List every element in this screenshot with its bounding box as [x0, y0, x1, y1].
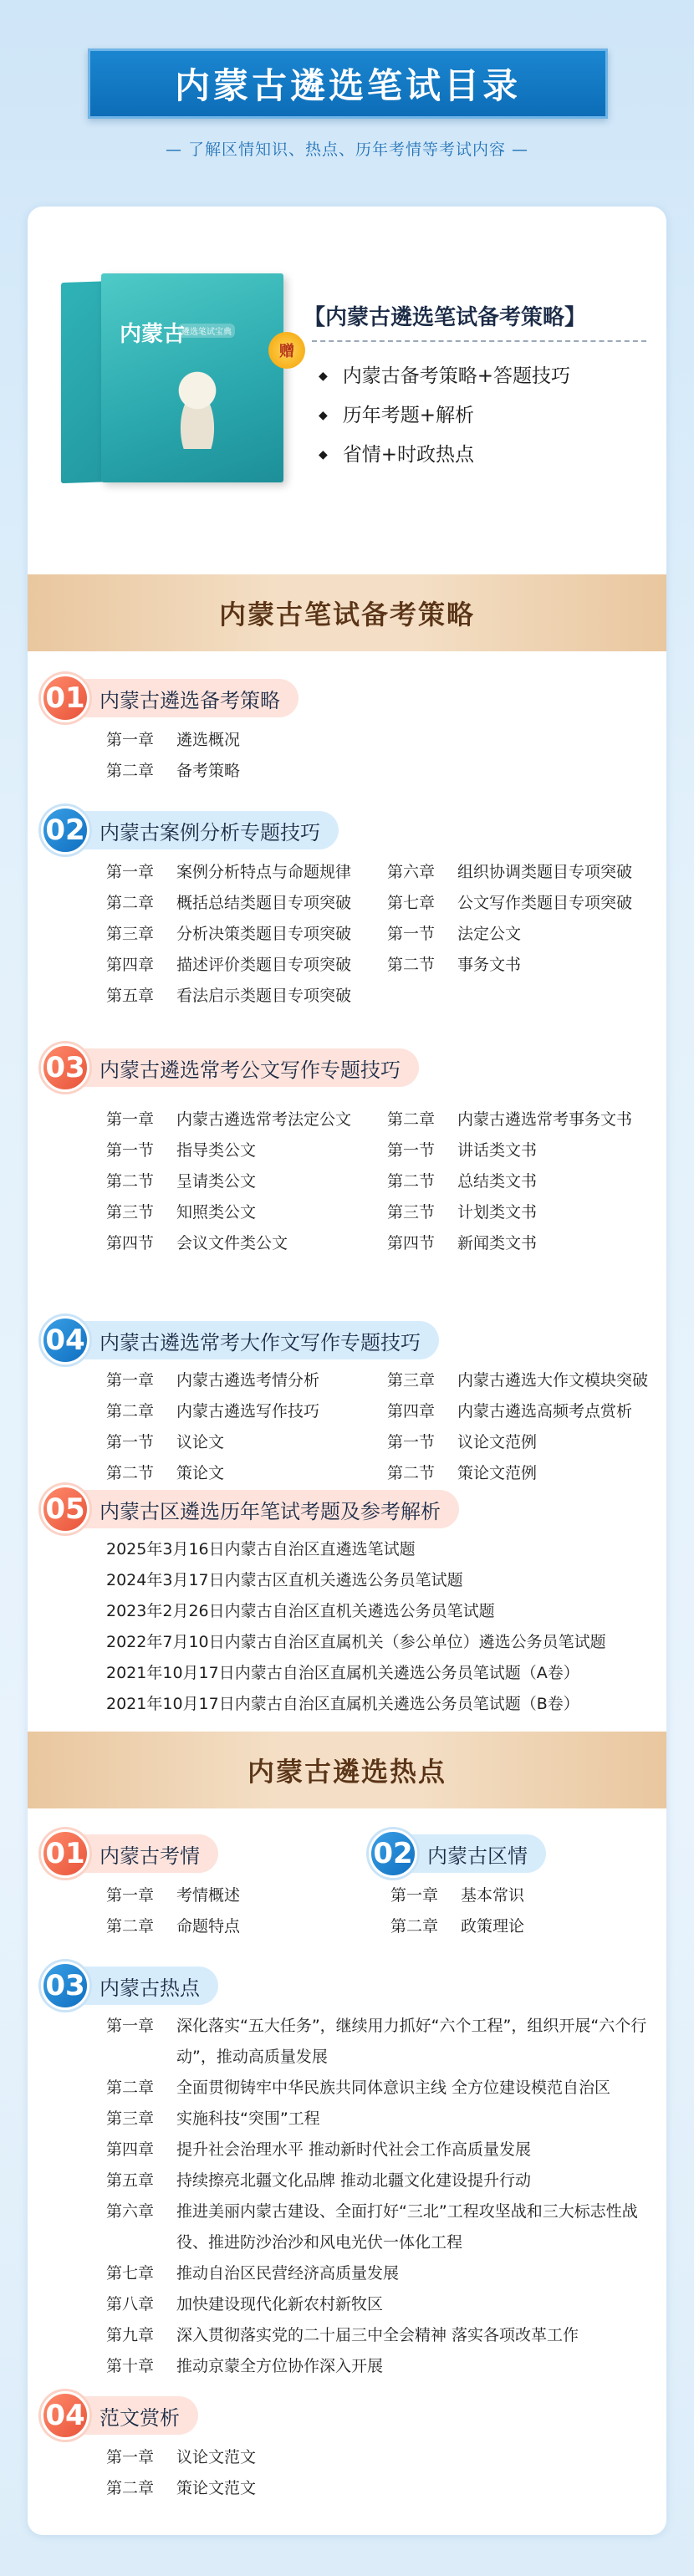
list-item: 2024年3月17日内蒙古区直机关遴选公务员笔试题 — [106, 1571, 463, 1589]
group-02-header — [41, 809, 339, 852]
group-label: 内蒙古遴选备考策略 — [71, 679, 299, 717]
list-item: 第九章 深入贯彻落实党的二十届三中全会精神 落实各项改革工作 — [106, 2326, 579, 2344]
group-label: 内蒙古遴选常考大作文写作专题技巧 — [71, 1321, 439, 1359]
list-item: 第四节 新闻类文书 — [387, 1234, 538, 1252]
list-item: 第三章 实施科技“突围”工程 — [106, 2109, 320, 2128]
hot-group-02-header — [369, 1832, 546, 1875]
list-item: 第六章 组织协调类题目专项突破 — [387, 863, 633, 881]
diamond-bullet-icon: ◆ — [319, 448, 328, 462]
hot-group-01-header — [41, 1832, 218, 1875]
group-02-list-left — [106, 855, 390, 1010]
list-item: 第一章 遴选概况 — [106, 731, 241, 749]
list-item: 第二节 策论文范例 — [387, 1464, 538, 1482]
promo-divider — [312, 340, 646, 342]
list-item: 第一章 考情概述 — [106, 1886, 241, 1905]
group-number: 01 — [41, 674, 89, 722]
list-item: 第一章 内蒙古遴选常考法定公文 — [106, 1110, 352, 1129]
list-item: 第一节 议论文 — [106, 1433, 225, 1451]
group-04-header — [41, 1319, 439, 1362]
group-label: 内蒙古区遴选历年笔试考题及参考解析 — [71, 1490, 459, 1528]
group-number: 05 — [41, 1485, 89, 1533]
hot-group-02-list — [390, 1879, 641, 1941]
group-03-header — [41, 1046, 419, 1089]
promo-item: ◆ 内蒙古备考策略+答题技巧 — [319, 357, 570, 396]
group-01-header — [41, 676, 299, 720]
list-item: 第三章 内蒙古遴选大作文模块突破 — [387, 1371, 649, 1390]
group-label: 内蒙古区情 — [399, 1834, 546, 1873]
group-label: 内蒙古考情 — [71, 1834, 218, 1873]
group-number: 03 — [41, 1961, 89, 2010]
section-header-hotspots: 内蒙古遴选热点 — [28, 1732, 666, 1808]
list-item: 第二节 事务文书 — [387, 956, 522, 974]
list-item: 第八章 加快建设现代化新农村新牧区 — [106, 2295, 384, 2313]
list-item: 第三章 分析决策类题目专项突破 — [106, 925, 352, 943]
hot-group-04-list — [106, 2441, 357, 2502]
list-item: 第四节 会议文件类公文 — [106, 1234, 288, 1252]
list-item: 第二章 内蒙古遴选写作技巧 — [106, 1402, 320, 1421]
catalog-card — [28, 207, 666, 2535]
book-title: 内蒙古 — [120, 322, 186, 347]
list-item: 第二章 政策理论 — [390, 1917, 525, 1936]
page-subtitle: — 了解区情知识、热点、历年考情等考试内容 — — [165, 140, 529, 159]
list-item: 第二章 备考策略 — [106, 762, 241, 780]
group-number: 01 — [41, 1829, 89, 1878]
list-item: 第二章 内蒙古遴选常考事务文书 — [387, 1110, 633, 1129]
group-02-list-right — [387, 855, 663, 979]
list-item: 第四章 描述评价类题目专项突破 — [106, 956, 352, 974]
list-item: 第二节 总结类文书 — [387, 1172, 538, 1191]
list-item: 第三节 知照类公文 — [106, 1203, 257, 1222]
list-item: 第五章 看法启示类题目专项突破 — [106, 987, 352, 1005]
hot-group-03-header — [41, 1964, 218, 2007]
list-item: 第三节 计划类文书 — [387, 1203, 538, 1222]
list-item: 2023年2月26日内蒙古自治区直机关遴选公务员笔试题 — [106, 1602, 495, 1620]
list-item: 第二章 概括总结类题目专项突破 — [106, 894, 352, 912]
list-item: 第二章 全面贯彻铸牢中华民族共同体意识主线 全方位建设模范自治区 — [106, 2079, 611, 2097]
list-item: 第五章 持续擦亮北疆文化品牌 推动北疆文化建设提升行动 — [106, 2171, 532, 2190]
page-title: 内蒙古遴选笔试目录 — [88, 48, 608, 119]
hot-group-01-list — [106, 1879, 357, 1941]
list-item: 第七章 公文写作类题目专项突破 — [387, 894, 633, 912]
promo-item: ◆ 省情+时政热点 — [319, 436, 570, 475]
list-item: 第一章 基本常识 — [390, 1886, 525, 1905]
group-label: 内蒙古遴选常考公文写作专题技巧 — [71, 1048, 419, 1087]
promo-item: ◆ 历年考题+解析 — [319, 396, 570, 436]
group-label: 内蒙古案例分析专题技巧 — [71, 811, 339, 849]
list-item: 第四章 提升社会治理水平 推动新时代社会工作高质量发展 — [106, 2140, 532, 2159]
list-item: 第一章 案例分析特点与命题规律 — [106, 863, 352, 881]
group-number: 02 — [369, 1829, 417, 1878]
list-item: 第二节 呈请类公文 — [106, 1172, 257, 1191]
list-item: 第一节 指导类公文 — [106, 1141, 257, 1160]
group-03-list-right — [387, 1103, 663, 1257]
list-item: 第十章 推动京蒙全方位协作深入开展 — [106, 2357, 384, 2375]
group-05-header — [41, 1487, 459, 1531]
list-item: 第一章 内蒙古遴选考情分析 — [106, 1371, 320, 1390]
list-item: 2021年10月17日内蒙古自治区直属机关遴选公务员笔试题（A卷） — [106, 1664, 579, 1682]
group-03-list-left — [106, 1103, 390, 1257]
book-cover-image — [61, 265, 294, 491]
group-number: 04 — [41, 1316, 89, 1365]
group-04-list-left — [106, 1364, 390, 1487]
list-item: 第一节 议论文范例 — [387, 1433, 538, 1451]
list-item: 2021年10月17日内蒙古自治区直属机关遴选公务员笔试题（B卷） — [106, 1695, 579, 1713]
list-item: 第四章 内蒙古遴选高频考点赏析 — [387, 1402, 633, 1421]
group-label: 内蒙古热点 — [71, 1966, 218, 2005]
hot-group-04-header — [41, 2394, 198, 2437]
hot-group-03-list — [106, 2011, 661, 2382]
group-04-list-right — [387, 1364, 666, 1487]
list-item: 第一章 深化落实“五大任务”，继续用力抓好“六个工程”，组织开展“六个行动”，推动高质量发展 — [106, 2017, 647, 2066]
group-number: 03 — [41, 1043, 89, 1092]
list-item: 第二节 策论文 — [106, 1464, 225, 1482]
promo-list — [319, 357, 570, 475]
list-item: 第一节 讲话类文书 — [387, 1141, 538, 1160]
group-01-list — [106, 723, 357, 785]
diamond-bullet-icon: ◆ — [319, 370, 328, 383]
book-subtitle: 遴选笔试宝典 — [178, 324, 235, 338]
group-05-list — [106, 1533, 658, 1718]
group-number: 04 — [41, 2391, 89, 2440]
list-item: 第一节 法定公文 — [387, 925, 522, 943]
mascot-icon — [168, 365, 227, 449]
group-number: 02 — [41, 806, 89, 854]
promo-title: 【内蒙古遴选笔试备考策略】 — [304, 305, 587, 330]
list-item: 2025年3月16日内蒙古自治区直遴选笔试题 — [106, 1540, 416, 1558]
group-label: 范文赏析 — [71, 2396, 198, 2435]
list-item: 第七章 推动自治区民营经济高质量发展 — [106, 2264, 400, 2283]
section-header-strategy: 内蒙古笔试备考策略 — [28, 574, 666, 651]
list-item: 2022年7月10日内蒙古自治区直属机关（参公单位）遴选公务员笔试题 — [106, 1633, 606, 1651]
list-item: 第一章 议论文范文 — [106, 2448, 257, 2466]
diamond-bullet-icon: ◆ — [319, 409, 328, 422]
list-item: 第六章 推进美丽内蒙古建设、全面打好“三北”工程攻坚战和三大标志性战役、推进防沙治沙和风电光伏一体化工程 — [106, 2202, 638, 2252]
gift-badge: 赠 — [268, 332, 305, 369]
list-item: 第二章 策论文范文 — [106, 2479, 257, 2497]
list-item: 第二章 命题特点 — [106, 1917, 241, 1936]
